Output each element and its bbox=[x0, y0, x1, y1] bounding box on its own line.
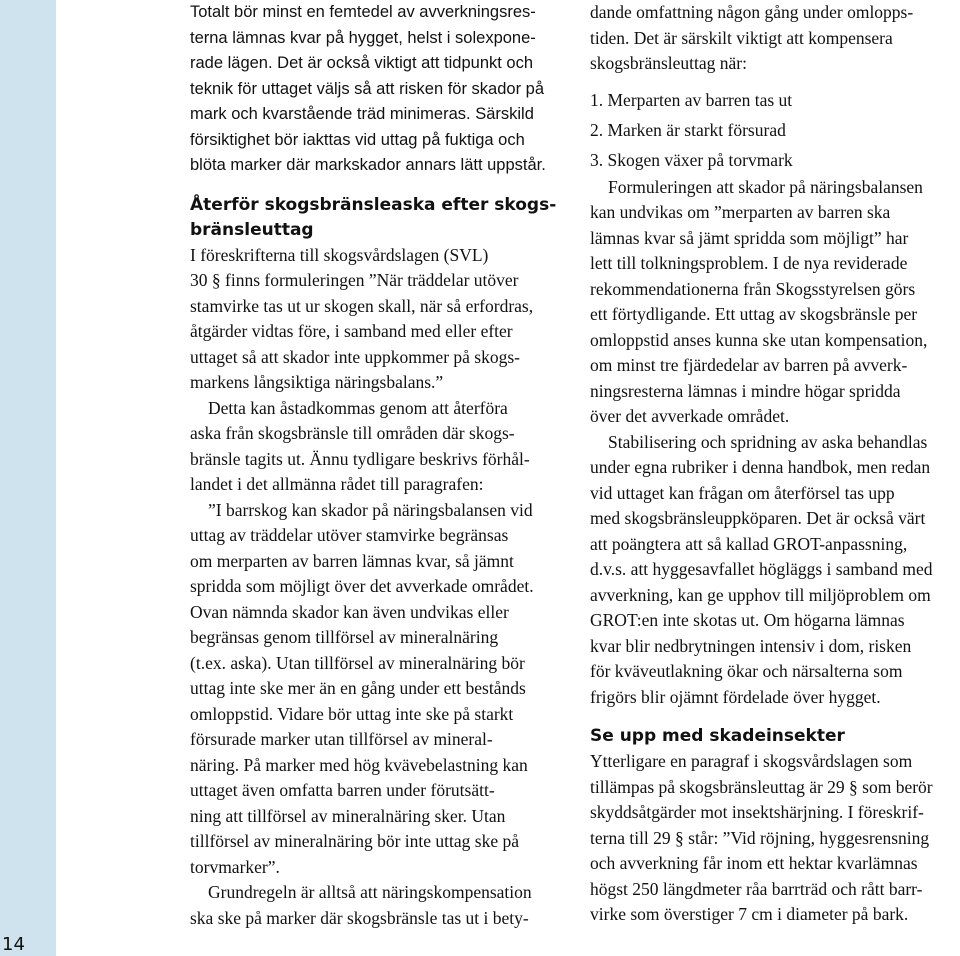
text-line: högst 250 längdmeter råa barrträd och rått barr- bbox=[590, 878, 923, 899]
text-line: försiktighet bör iakttas vid uttag på fuktiga och bbox=[190, 130, 525, 149]
numbered-list bbox=[590, 85, 952, 175]
text-line: terna till 29 § står: ”Vid röjning, hyggesrensning bbox=[590, 827, 930, 848]
text-line: Detta kan åstadkommas genom att återföra bbox=[208, 397, 508, 418]
text-line: blöta marker där markskador annars lätt uppstår. bbox=[190, 156, 546, 174]
text-line: Totalt bör minst en femtedel av avverkningsres- bbox=[190, 3, 536, 21]
text-line: skogsbränsleuttag när: bbox=[590, 53, 747, 73]
text-line: uttaget så att skador inte uppkommer på skogs- bbox=[190, 346, 520, 367]
text-line: bränsle tagits ut. Ännu tydligare beskrivs förhål- bbox=[190, 448, 530, 469]
text-line: för kväveutlakning ökar och närsalterna som bbox=[590, 661, 903, 681]
right-column bbox=[590, 0, 952, 928]
intro-paragraph bbox=[190, 0, 570, 179]
left-column bbox=[190, 0, 570, 931]
text-line: näring. På marker med hög kvävebelastning kan bbox=[190, 754, 528, 775]
text-line: tiden. Det är särskilt viktigt att kompensera bbox=[590, 27, 893, 48]
text-line: kvar blir nedbrytningen intensiv i dom, risken bbox=[590, 635, 912, 656]
text-line: (t.ex. aska). Utan tillförsel av mineralnäring bör bbox=[190, 652, 525, 673]
text-line: stamvirke tas ut ur skogen skall, när så erfordras, bbox=[190, 295, 534, 316]
text-line: ning att tillförsel av mineralnäring sker. Utan bbox=[190, 805, 506, 826]
text-line: landet i det allmänna rådet till paragrafen: bbox=[190, 474, 484, 494]
paragraph-svl bbox=[190, 243, 570, 396]
text-line: GROT:en inte skotas ut. Om högarna lämnas bbox=[590, 610, 905, 630]
text-line: frigörs blir ojämnt fördelade över hygget. bbox=[590, 686, 881, 707]
text-line: ska ske på marker där skogsbränsle tas ut i bety- bbox=[190, 907, 529, 928]
text-line: Stabilisering och spridning av aska behandlas bbox=[608, 431, 928, 452]
text-line: att poängtera att så kallad GROT-anpassning, bbox=[590, 533, 908, 554]
text-line: rade lägen. Det är också viktigt att tidpunkt och bbox=[190, 54, 534, 72]
text-line: försurade marker utan tillförsel av mineral- bbox=[190, 729, 493, 749]
paragraph-quote bbox=[190, 498, 570, 881]
text-line: terna lämnas kvar på hygget, helst i solexpone- bbox=[190, 28, 536, 47]
page-number: 14 bbox=[2, 934, 25, 955]
text-line: Grundregeln är alltså att näringskompensation bbox=[208, 882, 532, 902]
paragraph-formulation bbox=[590, 175, 952, 430]
text-line: under egna rubriker i denna handbok, men redan bbox=[590, 457, 931, 477]
heading-line: Återför skogsbränsleaska efter skogs- bbox=[190, 194, 557, 215]
text-line: torvmarker”. bbox=[190, 856, 280, 877]
page-margin-strip bbox=[0, 0, 56, 956]
text-line: tillämpas på skogsbränsleuttag är 29 § som berör bbox=[590, 776, 933, 797]
text-line: ningsresterna lämnas i mindre högar spridda bbox=[590, 380, 901, 401]
text-line: avverkning, kan ge upphov till miljöproblem om bbox=[590, 584, 931, 605]
paragraph-ash-return bbox=[190, 396, 570, 498]
text-line: ett förtydligande. Ett uttag av skogsbränsle per bbox=[590, 304, 918, 324]
text-line: I föreskrifterna till skogsvårdslagen (SVL) bbox=[190, 244, 489, 265]
paragraph-stabilization bbox=[590, 430, 952, 711]
text-line: skyddsåtgärder mot insektshärjning. I föreskrif- bbox=[590, 802, 924, 822]
text-line: om merparten av barren lämnas kvar, så jämnt bbox=[190, 550, 514, 571]
text-line: uttaget även omfatta barren under förutsätt- bbox=[190, 780, 495, 800]
text-line: omloppstid. Vidare bör uttag inte ske på starkt bbox=[190, 703, 514, 724]
text-line: lett till tolkningsproblem. I de nya reviderade bbox=[590, 253, 908, 273]
text-line: över det avverkade området. bbox=[590, 406, 790, 426]
heading-line: bränsleuttag bbox=[190, 219, 314, 240]
text-line: uttag av träddelar utöver stamvirke begränsas bbox=[190, 525, 509, 545]
text-line: kan undvikas om ”merparten av barren ska bbox=[590, 202, 891, 222]
text-line: mark och kvarstående träd minimeras. Särskild bbox=[190, 105, 534, 123]
list-item: 1. Merparten av barren tas ut bbox=[590, 89, 793, 110]
list-item: 2. Marken är starkt försurad bbox=[590, 119, 786, 140]
text-line: tillförsel av mineralnäring bör inte uttag ske på bbox=[190, 831, 519, 851]
text-line: virke som överstiger 7 cm i diameter på bark. bbox=[590, 904, 909, 924]
text-line: rekommendationerna från Skogsstyrelsen görs bbox=[590, 278, 916, 299]
paragraph-continuation bbox=[590, 0, 952, 77]
text-line: 30 § finns formuleringen ”När träddelar utöver bbox=[190, 270, 519, 290]
text-line: vid uttaget kan frågan om återförsel tas upp bbox=[590, 482, 895, 503]
text-line: med skogsbränsleuppköparen. Det är också värt bbox=[590, 508, 926, 528]
text-line: begränsas genom tillförsel av mineralnäring bbox=[190, 627, 499, 647]
text-line: spridda som möjligt över det avverkade området. bbox=[190, 576, 534, 596]
text-line: lämnas kvar så jämt spridda som möjligt” har bbox=[590, 227, 909, 248]
list-item: 3. Skogen växer på torvmark bbox=[590, 149, 793, 170]
section-heading-ash bbox=[190, 193, 570, 243]
text-line: omloppstid anses kunna ske utan kompensation, bbox=[590, 329, 928, 350]
text-line: aska från skogsbränsle till områden där skogs- bbox=[190, 423, 515, 443]
text-line: Ovan nämnda skador kan även undvikas eller bbox=[190, 601, 509, 622]
text-line: och avverkning får inom ett hektar kvarlämnas bbox=[590, 853, 918, 873]
text-line: Ytterligare en paragraf i skogsvårdslagen som bbox=[590, 751, 913, 771]
text-line: om minst tre fjärdedelar av barren på avverk- bbox=[590, 355, 908, 375]
paragraph-insects bbox=[590, 749, 952, 928]
text-line: uttag inte ske mer än en gång under ett bestånds bbox=[190, 678, 526, 698]
text-line: ”I barrskog kan skador på näringsbalansen vid bbox=[208, 499, 533, 520]
text-line: dande omfattning någon gång under omlopps- bbox=[590, 2, 914, 22]
paragraph-basic-rule bbox=[190, 880, 570, 931]
text-line: teknik för uttaget väljs så att risken för skador på bbox=[190, 79, 545, 98]
section-heading-insects: Se upp med skadeinsekter bbox=[590, 726, 845, 746]
text-line: markens långsiktiga näringsbalans.” bbox=[190, 372, 444, 392]
text-line: åtgärder vidtas före, i samband med eller efter bbox=[190, 321, 513, 341]
text-line: d.v.s. att hyggesavfallet högläggs i samband med bbox=[590, 559, 933, 579]
text-line: Formuleringen att skador på näringsbalansen bbox=[608, 176, 923, 197]
